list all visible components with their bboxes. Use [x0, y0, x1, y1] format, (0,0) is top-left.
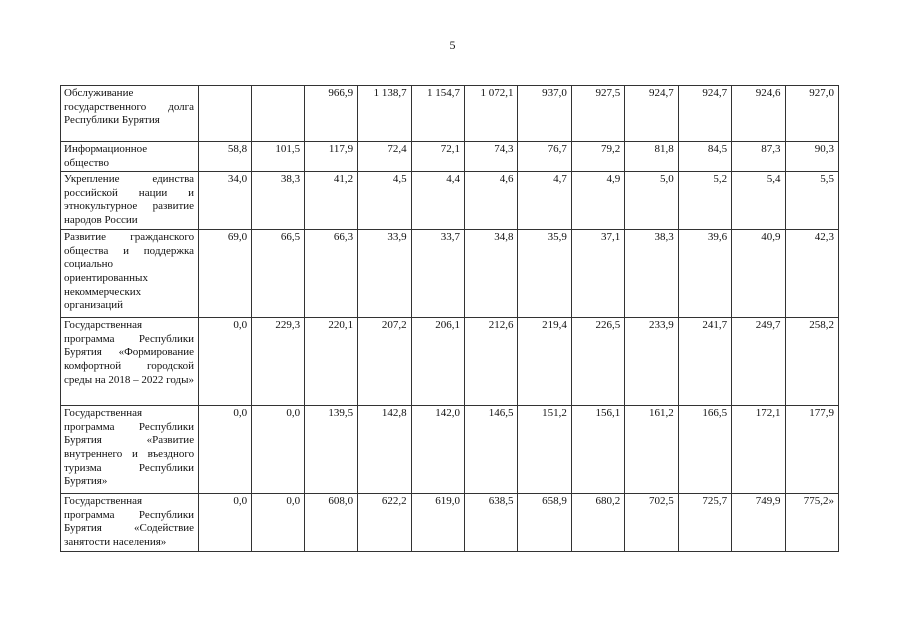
value-cell: 84,5	[678, 142, 731, 172]
row-label: Государственная программа Республики Бурятия «Формирование комфортной городской среды на 2018 – 2022 годы»	[61, 318, 199, 406]
table-row	[61, 406, 839, 494]
value-cell: 39,6	[678, 230, 731, 318]
value-cell: 117,9	[305, 142, 358, 172]
value-cell: 142,0	[411, 406, 464, 494]
value-cell: 151,2	[518, 406, 571, 494]
value-cell: 0,0	[252, 406, 305, 494]
value-cell: 0,0	[199, 406, 252, 494]
value-cell: 156,1	[571, 406, 624, 494]
value-cell: 658,9	[518, 494, 571, 552]
value-cell: 775,2»	[785, 494, 838, 552]
value-cell: 249,7	[732, 318, 785, 406]
table-row	[61, 172, 839, 230]
value-cell: 72,1	[411, 142, 464, 172]
table-row	[61, 318, 839, 406]
value-cell: 35,9	[518, 230, 571, 318]
value-cell: 5,4	[732, 172, 785, 230]
value-cell: 146,5	[465, 406, 518, 494]
value-cell: 233,9	[625, 318, 678, 406]
table-row	[61, 494, 839, 552]
value-cell: 33,7	[411, 230, 464, 318]
value-cell: 142,8	[358, 406, 411, 494]
budget-table	[60, 85, 839, 552]
value-cell	[199, 86, 252, 142]
row-label: Обслуживание государственного долга Республики Бурятия	[61, 86, 199, 142]
value-cell: 1 072,1	[465, 86, 518, 142]
value-cell: 927,0	[785, 86, 838, 142]
value-cell: 58,8	[199, 142, 252, 172]
table-row	[61, 230, 839, 318]
value-cell: 924,7	[678, 86, 731, 142]
value-cell: 725,7	[678, 494, 731, 552]
value-cell: 34,8	[465, 230, 518, 318]
value-cell: 4,7	[518, 172, 571, 230]
value-cell: 79,2	[571, 142, 624, 172]
table-row	[61, 142, 839, 172]
value-cell: 241,7	[678, 318, 731, 406]
value-cell: 87,3	[732, 142, 785, 172]
value-cell: 638,5	[465, 494, 518, 552]
value-cell: 161,2	[625, 406, 678, 494]
value-cell: 5,5	[785, 172, 838, 230]
value-cell: 226,5	[571, 318, 624, 406]
value-cell: 212,6	[465, 318, 518, 406]
value-cell: 966,9	[305, 86, 358, 142]
value-cell: 37,1	[571, 230, 624, 318]
value-cell: 924,7	[625, 86, 678, 142]
value-cell: 0,0	[199, 494, 252, 552]
value-cell: 702,5	[625, 494, 678, 552]
row-label: Укрепление единства российской нации и этнокультурное развитие народов России	[61, 172, 199, 230]
value-cell: 76,7	[518, 142, 571, 172]
value-cell: 90,3	[785, 142, 838, 172]
row-label: Государственная программа Республики Бурятия «Содействие занятости населения»	[61, 494, 199, 552]
value-cell: 622,2	[358, 494, 411, 552]
value-cell: 4,5	[358, 172, 411, 230]
value-cell: 4,4	[411, 172, 464, 230]
value-cell: 177,9	[785, 406, 838, 494]
row-label: Развитие гражданского общества и поддержка социально ориентированных некоммерческих организаций	[61, 230, 199, 318]
value-cell: 608,0	[305, 494, 358, 552]
value-cell	[252, 86, 305, 142]
value-cell: 40,9	[732, 230, 785, 318]
value-cell: 0,0	[252, 494, 305, 552]
table-body	[61, 86, 839, 552]
value-cell: 0,0	[199, 318, 252, 406]
value-cell: 172,1	[732, 406, 785, 494]
value-cell: 5,0	[625, 172, 678, 230]
value-cell: 4,9	[571, 172, 624, 230]
value-cell: 34,0	[199, 172, 252, 230]
value-cell: 33,9	[358, 230, 411, 318]
value-cell: 229,3	[252, 318, 305, 406]
value-cell: 1 138,7	[358, 86, 411, 142]
table-row	[61, 86, 839, 142]
value-cell: 66,3	[305, 230, 358, 318]
row-label: Информационное общество	[61, 142, 199, 172]
value-cell: 924,6	[732, 86, 785, 142]
value-cell: 4,6	[465, 172, 518, 230]
value-cell: 38,3	[625, 230, 678, 318]
row-label: Государственная программа Республики Бурятия «Развитие внутреннего и въездного туризма Республики Бурятия»	[61, 406, 199, 494]
value-cell: 927,5	[571, 86, 624, 142]
value-cell: 5,2	[678, 172, 731, 230]
value-cell: 66,5	[252, 230, 305, 318]
value-cell: 41,2	[305, 172, 358, 230]
value-cell: 101,5	[252, 142, 305, 172]
value-cell: 749,9	[732, 494, 785, 552]
page-number: 5	[449, 38, 456, 52]
value-cell: 680,2	[571, 494, 624, 552]
value-cell: 619,0	[411, 494, 464, 552]
value-cell: 42,3	[785, 230, 838, 318]
value-cell: 72,4	[358, 142, 411, 172]
value-cell: 206,1	[411, 318, 464, 406]
value-cell: 166,5	[678, 406, 731, 494]
value-cell: 220,1	[305, 318, 358, 406]
value-cell: 81,8	[625, 142, 678, 172]
value-cell: 38,3	[252, 172, 305, 230]
value-cell: 1 154,7	[411, 86, 464, 142]
value-cell: 219,4	[518, 318, 571, 406]
value-cell: 139,5	[305, 406, 358, 494]
value-cell: 937,0	[518, 86, 571, 142]
value-cell: 69,0	[199, 230, 252, 318]
value-cell: 258,2	[785, 318, 838, 406]
value-cell: 74,3	[465, 142, 518, 172]
value-cell: 207,2	[358, 318, 411, 406]
